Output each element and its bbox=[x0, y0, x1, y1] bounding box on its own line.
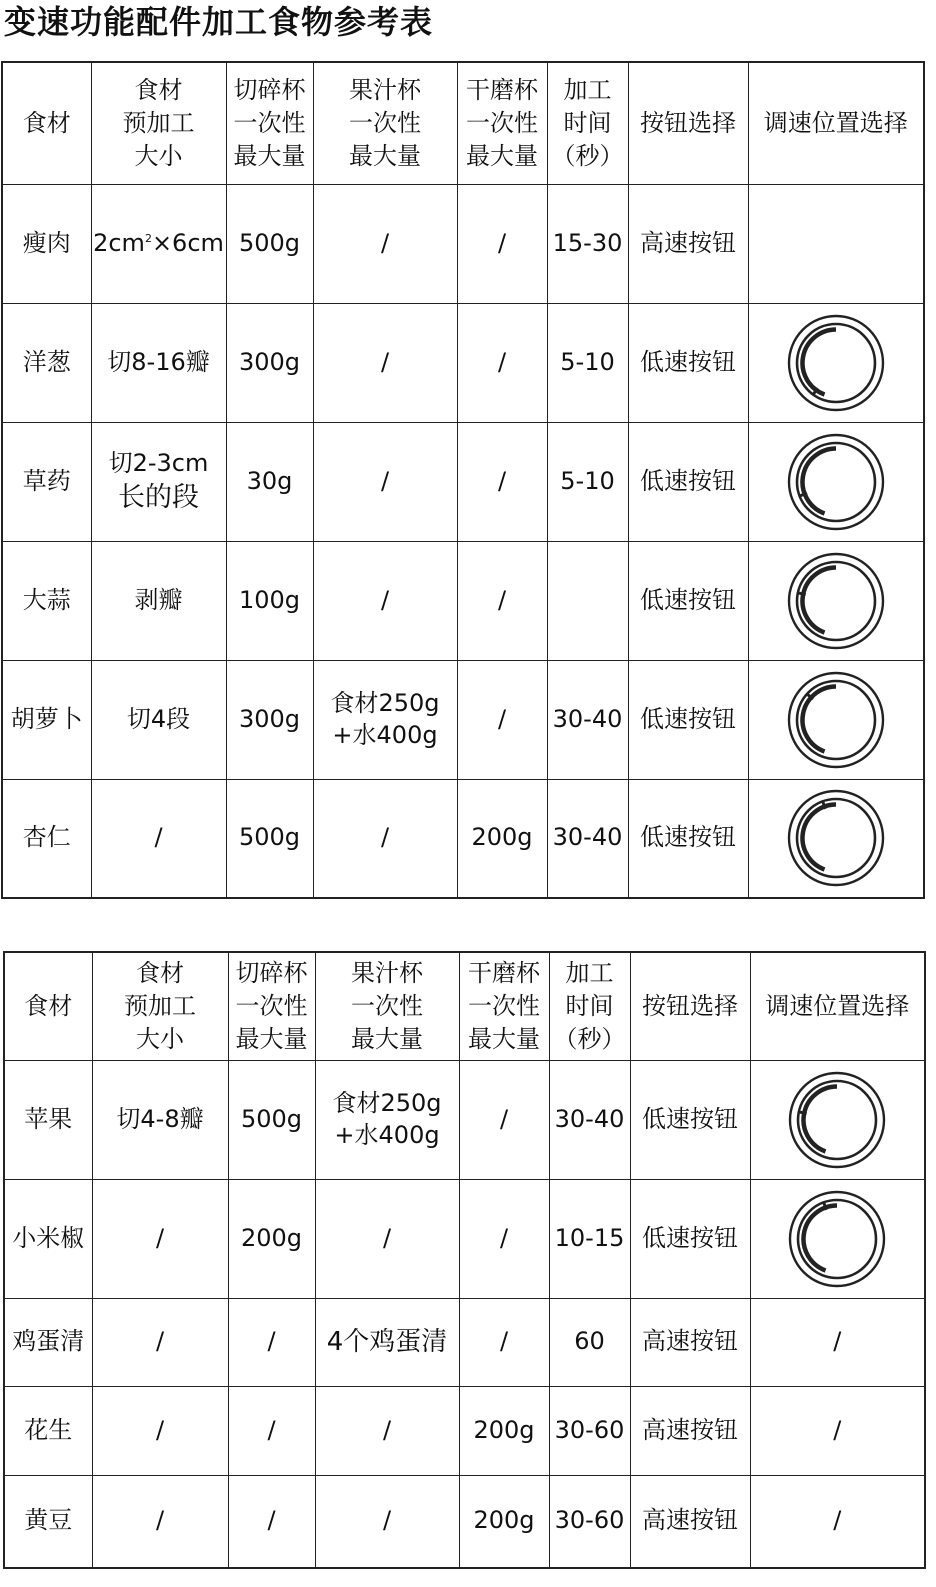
cell-juicer-max: / bbox=[313, 422, 457, 541]
cell-chopper-max: 300g bbox=[226, 660, 313, 779]
cell-chopper-max: / bbox=[228, 1386, 315, 1475]
speed-dial-icon bbox=[786, 670, 886, 770]
header-line: 调速位置选择 bbox=[765, 991, 910, 1020]
header-line: 最大量 bbox=[466, 141, 538, 170]
cell-speed-position bbox=[748, 422, 924, 541]
speed-dial-icon bbox=[786, 551, 886, 651]
header-line: 加工 bbox=[565, 959, 614, 988]
header-line: 切碎杯 bbox=[233, 76, 306, 105]
header-speed-position bbox=[748, 62, 924, 184]
header-line: 一次性 bbox=[351, 991, 423, 1020]
size-text: / bbox=[155, 1506, 165, 1535]
header-line: 切碎杯 bbox=[235, 959, 308, 988]
header-line: 时间 bbox=[563, 108, 612, 137]
table-row bbox=[2, 660, 924, 779]
cell-speed-position bbox=[748, 184, 924, 303]
cell-grinder-max: 200g bbox=[459, 1386, 549, 1475]
cell-process-time: 5-10 bbox=[547, 303, 628, 422]
cell-process-time: 5-10 bbox=[547, 422, 628, 541]
cell-chopper-max: 200g bbox=[228, 1179, 315, 1298]
header-row bbox=[4, 952, 925, 1060]
table-row bbox=[2, 779, 924, 898]
header-line: 加工 bbox=[563, 76, 612, 105]
cell-juicer-max: / bbox=[313, 184, 457, 303]
header-line: （秒） bbox=[551, 141, 624, 170]
cell-speed-position: / bbox=[750, 1298, 925, 1386]
speed-dial-icon bbox=[786, 432, 886, 532]
header-line: 最大量 bbox=[349, 141, 421, 170]
cell-process-time bbox=[547, 541, 628, 660]
header-line: 一次性 bbox=[349, 108, 421, 137]
cell-button-choice: 高速按钮 bbox=[630, 1386, 750, 1475]
cell-food: 鸡蛋清 bbox=[4, 1298, 92, 1386]
cell-process-time: 60 bbox=[549, 1298, 630, 1386]
header-line: 食材 bbox=[136, 959, 184, 988]
table-row bbox=[4, 1060, 925, 1179]
cell-food: 草药 bbox=[2, 422, 91, 541]
cell-food: 洋葱 bbox=[2, 303, 91, 422]
cell-prep-size bbox=[91, 541, 226, 660]
header-button-choice bbox=[628, 62, 748, 184]
table-row bbox=[2, 541, 924, 660]
size-text: / bbox=[155, 1327, 165, 1356]
cell-speed-position bbox=[748, 660, 924, 779]
speed-dial-icon bbox=[787, 1189, 887, 1289]
header-line: 一次性 bbox=[233, 108, 306, 137]
cell-food: 杏仁 bbox=[2, 779, 91, 898]
size-text: 切2-3cm bbox=[108, 448, 209, 477]
speed-dial-icon bbox=[786, 313, 886, 413]
cell-button-choice: 低速按钮 bbox=[630, 1060, 750, 1179]
cell-prep-size bbox=[92, 1060, 228, 1179]
size-text: / bbox=[155, 1223, 165, 1252]
cell-food: 小米椒 bbox=[4, 1179, 92, 1298]
cell-food: 瘦肉 bbox=[2, 184, 91, 303]
speed-dial-icon bbox=[786, 788, 886, 888]
cell-speed-position bbox=[748, 779, 924, 898]
speed-dial-icon bbox=[787, 1070, 887, 1170]
cell-button-choice: 高速按钮 bbox=[630, 1475, 750, 1568]
cell-grinder-max: / bbox=[459, 1060, 549, 1179]
header-line: 最大量 bbox=[233, 141, 306, 170]
cell-button-choice: 低速按钮 bbox=[628, 660, 748, 779]
cell-grinder-max: / bbox=[457, 184, 547, 303]
cell-button-choice: 低速按钮 bbox=[628, 303, 748, 422]
cell-juicer-max: / bbox=[315, 1179, 459, 1298]
cell-speed-position bbox=[750, 1179, 925, 1298]
cell-speed-position bbox=[748, 303, 924, 422]
cell-grinder-max: / bbox=[457, 541, 547, 660]
header-juicer-max bbox=[315, 952, 459, 1060]
cell-process-time: 30-40 bbox=[547, 660, 628, 779]
header-line: 食材 bbox=[22, 108, 71, 137]
size-text: 2cm bbox=[93, 228, 145, 257]
header-prep-size bbox=[91, 62, 226, 184]
cell-food: 苹果 bbox=[4, 1060, 92, 1179]
header-grinder-max bbox=[459, 952, 549, 1060]
cell-chopper-max: 500g bbox=[228, 1060, 315, 1179]
header-line: 干磨杯 bbox=[468, 959, 540, 988]
header-chopper-max bbox=[226, 62, 313, 184]
header-line: 按钮选择 bbox=[642, 991, 738, 1020]
header-prep-size bbox=[92, 952, 228, 1060]
size-text: / bbox=[155, 1415, 165, 1444]
header-juicer-max bbox=[313, 62, 457, 184]
header-line: 食材 bbox=[134, 76, 183, 105]
size-superscript: 2 bbox=[144, 231, 152, 245]
cell-prep-size bbox=[91, 303, 226, 422]
table-row bbox=[4, 1475, 925, 1568]
table-row bbox=[4, 1386, 925, 1475]
table-row bbox=[2, 303, 924, 422]
header-process-time bbox=[549, 952, 630, 1060]
table-row bbox=[4, 1179, 925, 1298]
header-line: 预加工 bbox=[124, 991, 196, 1020]
size-text: ×6cm bbox=[151, 228, 224, 257]
cell-button-choice: 低速按钮 bbox=[628, 779, 748, 898]
size-text: 切4-8瓣 bbox=[116, 1104, 204, 1133]
table-row bbox=[4, 1298, 925, 1386]
cell-grinder-max: / bbox=[459, 1179, 549, 1298]
cell-button-choice: 低速按钮 bbox=[628, 422, 748, 541]
header-line: 最大量 bbox=[468, 1024, 540, 1053]
header-line: 调速位置选择 bbox=[763, 108, 908, 137]
header-speed-position bbox=[750, 952, 925, 1060]
cell-food: 黄豆 bbox=[4, 1475, 92, 1568]
header-line: 果汁杯 bbox=[351, 959, 423, 988]
cell-food: 花生 bbox=[4, 1386, 92, 1475]
cell-speed-position bbox=[750, 1060, 925, 1179]
cell-speed-position: / bbox=[750, 1475, 925, 1568]
table-row bbox=[2, 422, 924, 541]
header-line: 一次性 bbox=[468, 991, 540, 1020]
cell-process-time: 10-15 bbox=[549, 1179, 630, 1298]
cell-chopper-max: 300g bbox=[226, 303, 313, 422]
cell-prep-size bbox=[91, 422, 226, 541]
cell-prep-size bbox=[92, 1179, 228, 1298]
cell-juicer-max: / bbox=[313, 541, 457, 660]
header-button-choice bbox=[630, 952, 750, 1060]
header-line: 一次性 bbox=[466, 108, 538, 137]
cell-prep-size bbox=[92, 1298, 228, 1386]
cell-chopper-max: / bbox=[228, 1298, 315, 1386]
cell-food: 大蒜 bbox=[2, 541, 91, 660]
cell-process-time: 30-40 bbox=[549, 1060, 630, 1179]
cell-process-time: 15-30 bbox=[547, 184, 628, 303]
cell-juicer-max: / bbox=[313, 303, 457, 422]
cell-speed-position bbox=[748, 541, 924, 660]
cell-juicer-max: / bbox=[313, 779, 457, 898]
header-line: 大小 bbox=[134, 141, 183, 170]
cell-chopper-max: 500g bbox=[226, 184, 313, 303]
cell-process-time: 30-60 bbox=[549, 1475, 630, 1568]
cell-juicer-max: 食材250g +水400g bbox=[315, 1060, 459, 1179]
header-line: 一次性 bbox=[235, 991, 308, 1020]
cell-food: 胡萝卜 bbox=[2, 660, 91, 779]
cell-process-time: 30-40 bbox=[547, 779, 628, 898]
header-line: 时间 bbox=[565, 991, 614, 1020]
cell-juicer-max: / bbox=[315, 1475, 459, 1568]
header-line: 干磨杯 bbox=[466, 76, 538, 105]
cell-juicer-max: 4个鸡蛋清 bbox=[315, 1298, 459, 1386]
cell-prep-size bbox=[91, 660, 226, 779]
cell-grinder-max: 200g bbox=[457, 779, 547, 898]
size-text: 切4段 bbox=[126, 704, 191, 733]
table-row bbox=[2, 184, 924, 303]
cell-juicer-max: 食材250g +水400g bbox=[313, 660, 457, 779]
header-line: 预加工 bbox=[122, 108, 195, 137]
cell-button-choice: 高速按钮 bbox=[628, 184, 748, 303]
cell-juicer-max: / bbox=[315, 1386, 459, 1475]
cell-grinder-max: / bbox=[459, 1298, 549, 1386]
cell-prep-size bbox=[91, 184, 226, 303]
header-row bbox=[2, 62, 924, 184]
cell-grinder-max: / bbox=[457, 422, 547, 541]
header-food bbox=[4, 952, 92, 1060]
cell-speed-position: / bbox=[750, 1386, 925, 1475]
cell-grinder-max: 200g bbox=[459, 1475, 549, 1568]
header-grinder-max bbox=[457, 62, 547, 184]
cell-prep-size bbox=[92, 1475, 228, 1568]
header-line: 果汁杯 bbox=[349, 76, 421, 105]
cell-process-time: 30-60 bbox=[549, 1386, 630, 1475]
page-title: 变速功能配件加工食物参考表 bbox=[4, 3, 434, 41]
cell-button-choice: 高速按钮 bbox=[630, 1298, 750, 1386]
reference-table-2 bbox=[3, 951, 926, 1569]
header-food bbox=[2, 62, 91, 184]
header-line: （秒） bbox=[553, 1024, 626, 1053]
header-line: 食材 bbox=[24, 991, 73, 1020]
size-text: / bbox=[154, 823, 163, 852]
cell-chopper-max: 30g bbox=[226, 422, 313, 541]
size-text: 剥瓣 bbox=[134, 585, 183, 614]
cell-prep-size bbox=[91, 779, 226, 898]
reference-table-1 bbox=[1, 61, 925, 899]
header-chopper-max bbox=[228, 952, 315, 1060]
cell-chopper-max: / bbox=[228, 1475, 315, 1568]
size-text: 长的段 bbox=[118, 481, 199, 513]
header-line: 最大量 bbox=[351, 1024, 423, 1053]
header-line: 按钮选择 bbox=[640, 108, 736, 137]
header-line: 大小 bbox=[136, 1024, 184, 1053]
cell-chopper-max: 100g bbox=[226, 541, 313, 660]
cell-chopper-max: 500g bbox=[226, 779, 313, 898]
cell-grinder-max: / bbox=[457, 660, 547, 779]
header-line: 最大量 bbox=[235, 1024, 308, 1053]
cell-prep-size bbox=[92, 1386, 228, 1475]
cell-button-choice: 低速按钮 bbox=[630, 1179, 750, 1298]
cell-button-choice: 低速按钮 bbox=[628, 541, 748, 660]
header-process-time bbox=[547, 62, 628, 184]
size-text: 切8-16瓣 bbox=[107, 347, 210, 376]
cell-grinder-max: / bbox=[457, 303, 547, 422]
